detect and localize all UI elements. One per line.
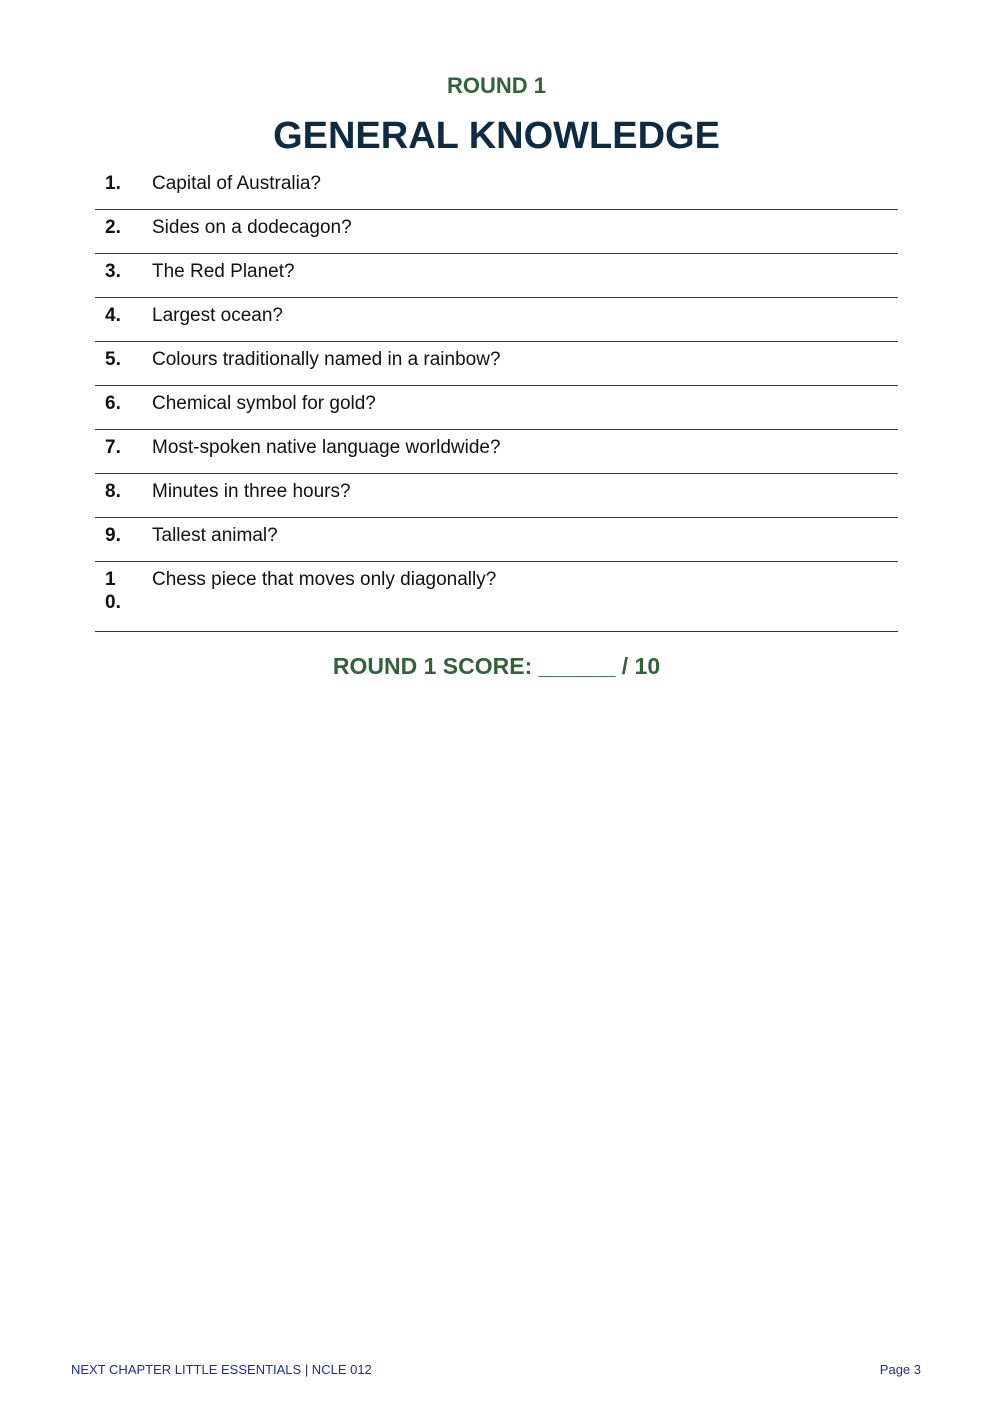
question-text: Tallest animal? [152,525,278,546]
question-text: Minutes in three hours? [152,481,351,502]
question-number: 10. [105,569,121,613]
question-list [95,166,898,632]
round-label: ROUND 1 [446,73,546,98]
question-number: 6. [105,393,121,414]
question-row [95,210,898,254]
question-text: Most-spoken native language worldwide? [152,437,501,458]
question-row [95,254,898,298]
question-row [95,342,898,386]
question-number: 7. [105,437,121,458]
question-row [95,562,898,632]
question-text: Largest ocean? [152,305,283,326]
question-number: 5. [105,349,121,370]
question-text: Sides on a dodecagon? [152,217,352,238]
round-score-line: ROUND 1 SCORE: ______ / 10 [332,653,661,679]
page-title: GENERAL KNOWLEDGE [273,115,720,157]
question-text: Capital of Australia? [152,173,321,194]
question-row [95,166,898,210]
question-row [95,386,898,430]
question-row [95,474,898,518]
question-number: 1. [105,173,121,194]
question-row [95,518,898,562]
question-number: 4. [105,305,121,326]
question-text: The Red Planet? [152,261,295,282]
question-text: Colours traditionally named in a rainbow? [152,349,501,370]
question-text: Chemical symbol for gold? [152,393,376,414]
question-text: Chess piece that moves only diagonally? [152,569,497,590]
question-number: 8. [105,481,121,502]
footer-page-number: Page 3 [879,1362,921,1377]
question-number: 9. [105,525,121,546]
footer-document-id: NEXT CHAPTER LITTLE ESSENTIALS | NCLE 012 [71,1362,372,1377]
question-number: 2. [105,217,121,238]
question-row [95,430,898,474]
question-number: 3. [105,261,121,282]
question-row [95,298,898,342]
